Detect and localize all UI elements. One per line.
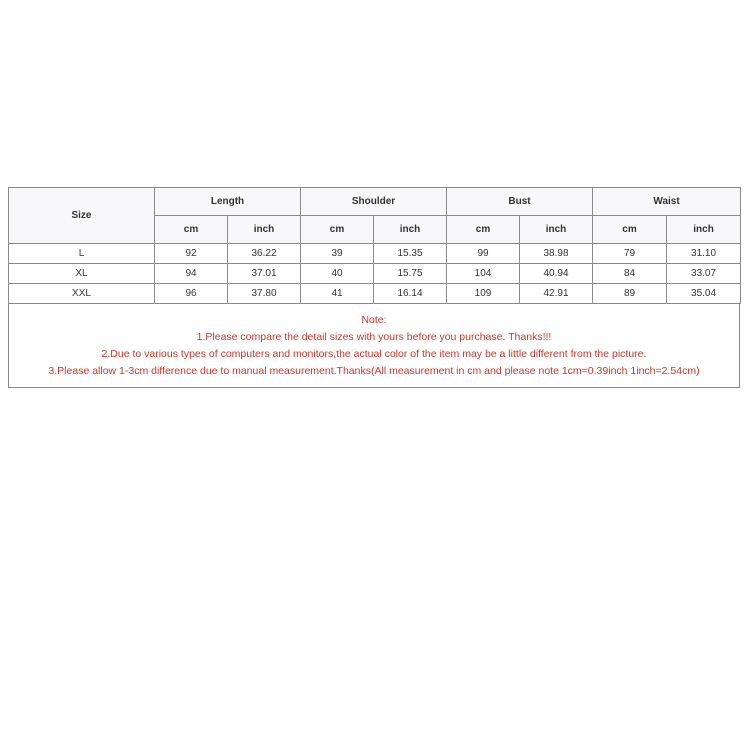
value-cell: 84 (593, 264, 667, 284)
shoulder-inch-header: inch (374, 216, 447, 244)
value-cell: 41 (301, 284, 374, 304)
value-cell: 37.80 (228, 284, 301, 304)
note-line-1: 1.Please compare the detail sizes with yours before you purchase. Thanks!!! (196, 330, 552, 343)
length-inch-header: inch (228, 216, 301, 244)
value-cell: 36.22 (228, 244, 301, 264)
value-cell: 33.07 (667, 264, 741, 284)
value-cell: 15.75 (374, 264, 447, 284)
shoulder-header: Shoulder (301, 188, 447, 216)
group-header-row (9, 188, 741, 216)
value-cell: 104 (447, 264, 520, 284)
value-cell: 92 (155, 244, 228, 264)
size-column-header: Size (9, 188, 155, 244)
value-cell: 89 (593, 284, 667, 304)
shoulder-cm-header: cm (301, 216, 374, 244)
value-cell: 38.98 (520, 244, 593, 264)
size-cell: L (9, 244, 155, 264)
value-cell: 31.10 (667, 244, 741, 264)
value-cell: 42.91 (520, 284, 593, 304)
bust-inch-header: inch (520, 216, 593, 244)
bust-cm-header: cm (447, 216, 520, 244)
size-chart (8, 187, 740, 388)
length-header: Length (155, 188, 301, 216)
value-cell: 16.14 (374, 284, 447, 304)
waist-cm-header: cm (593, 216, 667, 244)
value-cell: 79 (593, 244, 667, 264)
value-cell: 15.35 (374, 244, 447, 264)
note-box (8, 304, 740, 388)
value-cell: 94 (155, 264, 228, 284)
value-cell: 39 (301, 244, 374, 264)
size-cell: XXL (9, 284, 155, 304)
size-cell: XL (9, 264, 155, 284)
value-cell: 99 (447, 244, 520, 264)
waist-header: Waist (593, 188, 741, 216)
table-row (9, 244, 741, 264)
waist-inch-header: inch (667, 216, 741, 244)
note-title: Note: (361, 313, 387, 326)
value-cell: 40.94 (520, 264, 593, 284)
length-cm-header: cm (155, 216, 228, 244)
table-row (9, 264, 741, 284)
note-line-2: 2.Due to various types of computers and monitors,the actual color of the item may be a little different from the picture. (101, 347, 647, 360)
size-table (8, 187, 741, 304)
note-line-3: 3.Please allow 1-3cm difference due to manual measurement.Thanks(All measurement in cm and please note 1cm=0.39inch 1inch=2.54cm) (48, 364, 700, 377)
value-cell: 109 (447, 284, 520, 304)
value-cell: 96 (155, 284, 228, 304)
value-cell: 35.04 (667, 284, 741, 304)
value-cell: 37.01 (228, 264, 301, 284)
value-cell: 40 (301, 264, 374, 284)
bust-header: Bust (447, 188, 593, 216)
table-row (9, 284, 741, 304)
